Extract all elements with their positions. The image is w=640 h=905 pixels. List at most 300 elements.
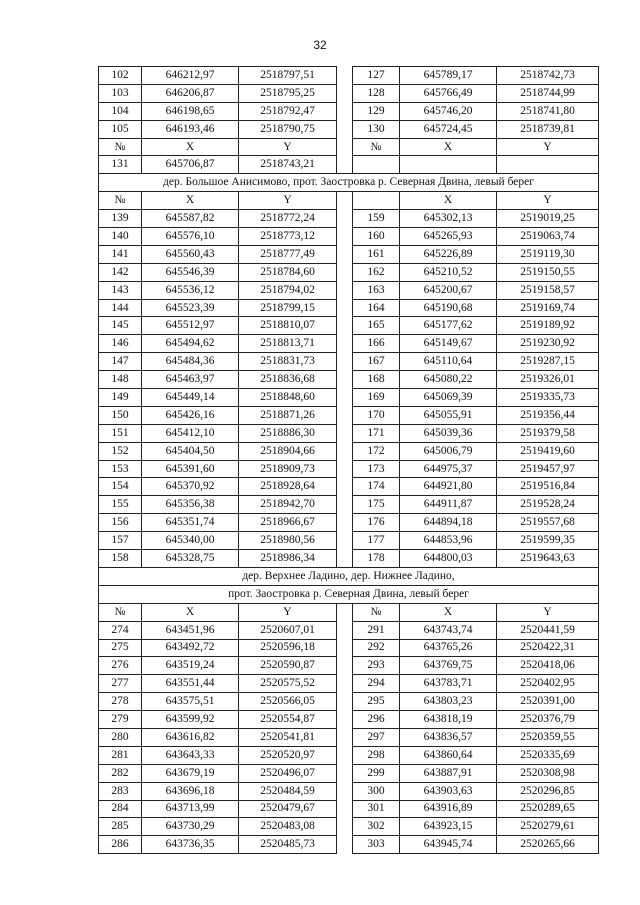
table-cell: 2518790,75 (239, 120, 337, 138)
table-cell: 2518794,02 (239, 281, 337, 299)
table-cell: 2518966,67 (239, 514, 337, 532)
table-cell: 129 (353, 102, 400, 120)
table-cell: Y (497, 192, 599, 210)
table-cell: 2520575,52 (239, 675, 337, 693)
section-title: прот. Заостровка р. Северная Двина, левый берег (99, 585, 599, 603)
table-cell: 645587,82 (142, 210, 239, 228)
column-gap (337, 836, 353, 854)
table-row (99, 782, 599, 800)
column-gap (337, 746, 353, 764)
table-cell: 645523,39 (142, 299, 239, 317)
table-cell: 2520289,65 (497, 800, 599, 818)
table-cell: 2520279,61 (497, 818, 599, 836)
table-cell: 284 (99, 800, 142, 818)
column-gap (337, 210, 353, 228)
table-cell: 2518904,66 (239, 442, 337, 460)
table-cell: 2519379,58 (497, 424, 599, 442)
table-cell: X (400, 138, 497, 156)
table-cell: X (400, 192, 497, 210)
table-cell: 2520483,08 (239, 818, 337, 836)
table-cell: 282 (99, 764, 142, 782)
table-cell: 105 (99, 120, 142, 138)
empty-cell (353, 156, 400, 174)
table-row (99, 156, 599, 174)
empty-cell (497, 156, 599, 174)
table-cell: 2520265,66 (497, 836, 599, 854)
table-cell: 2520566,05 (239, 693, 337, 711)
table-cell: 2520402,95 (497, 675, 599, 693)
table-cell: 274 (99, 621, 142, 639)
column-gap (337, 371, 353, 389)
section-title-row (99, 174, 599, 192)
table-cell: 103 (99, 84, 142, 102)
table-row (99, 532, 599, 550)
table-cell: 2520391,00 (497, 693, 599, 711)
table-cell: 2518942,70 (239, 496, 337, 514)
table-row (99, 353, 599, 371)
table-row (99, 245, 599, 263)
table-cell: 2518831,73 (239, 353, 337, 371)
table-row (99, 460, 599, 478)
table-cell: 172 (353, 442, 400, 460)
table-cell: 643916,89 (400, 800, 497, 818)
table-cell: 643860,64 (400, 746, 497, 764)
table-row (99, 389, 599, 407)
table-cell: 2519287,15 (497, 353, 599, 371)
column-gap (337, 782, 353, 800)
table-row (99, 442, 599, 460)
table-cell: 643696,18 (142, 782, 239, 800)
table-cell: 645190,68 (400, 299, 497, 317)
table-cell: 2520607,01 (239, 621, 337, 639)
table-row (99, 228, 599, 246)
table-cell: 156 (99, 514, 142, 532)
table-cell: 2519335,73 (497, 389, 599, 407)
table-cell: 2520335,69 (497, 746, 599, 764)
table-cell: 165 (353, 317, 400, 335)
table-cell: 645512,97 (142, 317, 239, 335)
table-cell: 645340,00 (142, 532, 239, 550)
table-cell: 643519,24 (142, 657, 239, 675)
table-cell: 2519528,24 (497, 496, 599, 514)
section-title-row (99, 585, 599, 603)
table-cell: 147 (99, 353, 142, 371)
table-cell: 645302,13 (400, 210, 497, 228)
table-cell: 128 (353, 84, 400, 102)
table-row (99, 621, 599, 639)
table-row (99, 550, 599, 568)
table-cell: 141 (99, 245, 142, 263)
table-cell: 645391,60 (142, 460, 239, 478)
table-cell: 130 (353, 120, 400, 138)
table-cell: 644975,37 (400, 460, 497, 478)
table-cell: 302 (353, 818, 400, 836)
header-row (99, 138, 599, 156)
column-gap (337, 621, 353, 639)
table-row (99, 84, 599, 102)
column-gap (337, 514, 353, 532)
table-cell: 2518871,26 (239, 406, 337, 424)
table-cell: 645463,97 (142, 371, 239, 389)
table-cell: 297 (353, 728, 400, 746)
table-cell: 644911,87 (400, 496, 497, 514)
column-gap (337, 693, 353, 711)
table-cell: 292 (353, 639, 400, 657)
column-gap (337, 675, 353, 693)
table-cell: 2518772,24 (239, 210, 337, 228)
table-cell: 293 (353, 657, 400, 675)
table-cell: 643451,96 (142, 621, 239, 639)
table-cell: 152 (99, 442, 142, 460)
table-cell: 643945,74 (400, 836, 497, 854)
table-cell: 2519169,74 (497, 299, 599, 317)
table-row (99, 764, 599, 782)
table-row (99, 711, 599, 729)
table-cell: 2519189,92 (497, 317, 599, 335)
column-gap (337, 67, 353, 85)
table-cell: № (353, 138, 400, 156)
coordinates-table (98, 66, 599, 854)
table-cell: 2518928,64 (239, 478, 337, 496)
table-cell: 645706,87 (142, 156, 239, 174)
table-row (99, 299, 599, 317)
table-cell: 173 (353, 460, 400, 478)
table-cell: 645404,50 (142, 442, 239, 460)
table-cell: 143 (99, 281, 142, 299)
table-cell: Y (239, 138, 337, 156)
table-cell: 645328,75 (142, 550, 239, 568)
table-cell: 645560,43 (142, 245, 239, 263)
table-cell: 645226,89 (400, 245, 497, 263)
table-cell: 2518777,49 (239, 245, 337, 263)
table-cell: 102 (99, 67, 142, 85)
table-cell: 645149,67 (400, 335, 497, 353)
table-row (99, 728, 599, 746)
column-gap (337, 138, 353, 156)
table-row (99, 67, 599, 85)
coordinates-table-body (99, 67, 599, 854)
table-cell: 643643,33 (142, 746, 239, 764)
table-cell: 2519326,01 (497, 371, 599, 389)
table-cell: 643769,75 (400, 657, 497, 675)
column-gap (337, 800, 353, 818)
table-cell: 146 (99, 335, 142, 353)
table-cell: 643783,71 (400, 675, 497, 693)
table-cell: 2520359,55 (497, 728, 599, 746)
table-cell: 285 (99, 818, 142, 836)
table-cell: 643836,57 (400, 728, 497, 746)
table-cell: 280 (99, 728, 142, 746)
table-row (99, 335, 599, 353)
table-cell: 2518773,12 (239, 228, 337, 246)
table-cell: 645724,45 (400, 120, 497, 138)
table-cell: 168 (353, 371, 400, 389)
table-cell: 645080,22 (400, 371, 497, 389)
column-gap (337, 299, 353, 317)
column-gap (337, 532, 353, 550)
table-cell: 643616,82 (142, 728, 239, 746)
table-row (99, 675, 599, 693)
table-cell: 176 (353, 514, 400, 532)
column-gap (337, 603, 353, 621)
table-cell: 2520485,73 (239, 836, 337, 854)
table-cell: 149 (99, 389, 142, 407)
table-row (99, 496, 599, 514)
section-title-row (99, 567, 599, 585)
table-cell: 2518784,60 (239, 263, 337, 281)
table-cell: 643803,23 (400, 693, 497, 711)
table-cell: 645039,36 (400, 424, 497, 442)
column-gap (337, 120, 353, 138)
table-cell: 2520596,18 (239, 639, 337, 657)
table-cell: 643599,92 (142, 711, 239, 729)
table-cell: 170 (353, 406, 400, 424)
table-row (99, 102, 599, 120)
table-cell: 2520484,59 (239, 782, 337, 800)
table-cell: 2519419,60 (497, 442, 599, 460)
table-cell: 644853,96 (400, 532, 497, 550)
column-gap (337, 353, 353, 371)
table-cell: 643730,29 (142, 818, 239, 836)
table-row (99, 514, 599, 532)
table-cell: 139 (99, 210, 142, 228)
column-gap (337, 389, 353, 407)
table-cell: Y (497, 603, 599, 621)
table-cell: 158 (99, 550, 142, 568)
table-cell: 645110,64 (400, 353, 497, 371)
table-cell: 169 (353, 389, 400, 407)
table-cell: 2519457,97 (497, 460, 599, 478)
table-cell: 645484,36 (142, 353, 239, 371)
table-cell: 2519356,44 (497, 406, 599, 424)
table-cell: 2520376,79 (497, 711, 599, 729)
table-cell: 645576,10 (142, 228, 239, 246)
table-cell: 2520554,87 (239, 711, 337, 729)
table-cell: 2518795,25 (239, 84, 337, 102)
table-cell: 275 (99, 639, 142, 657)
table-cell: 303 (353, 836, 400, 854)
table-cell: 2520541,81 (239, 728, 337, 746)
table-cell: 2520479,67 (239, 800, 337, 818)
column-gap (337, 317, 353, 335)
table-cell: 2518810,07 (239, 317, 337, 335)
table-row (99, 693, 599, 711)
table-cell: 164 (353, 299, 400, 317)
table-cell: 2520308,98 (497, 764, 599, 782)
table-cell: 645356,38 (142, 496, 239, 514)
column-gap (337, 245, 353, 263)
column-gap (337, 496, 353, 514)
table-cell: 291 (353, 621, 400, 639)
table-cell: 2520418,06 (497, 657, 599, 675)
table-cell: 2518886,30 (239, 424, 337, 442)
table-cell: 278 (99, 693, 142, 711)
column-gap (337, 764, 353, 782)
table-cell: 127 (353, 67, 400, 85)
table-cell: 145 (99, 317, 142, 335)
table-cell: 2518741,80 (497, 102, 599, 120)
table-cell: 279 (99, 711, 142, 729)
table-cell: № (99, 138, 142, 156)
table-cell: 645746,20 (400, 102, 497, 120)
table-cell: 643551,44 (142, 675, 239, 693)
table-cell: 286 (99, 836, 142, 854)
table-cell: 2519230,92 (497, 335, 599, 353)
table-cell: 2518836,68 (239, 371, 337, 389)
table-cell: 645210,52 (400, 263, 497, 281)
table-cell: 2519516,84 (497, 478, 599, 496)
table-cell: 2520296,85 (497, 782, 599, 800)
table-cell: 645370,92 (142, 478, 239, 496)
table-cell: 294 (353, 675, 400, 693)
section-title: дер. Большое Анисимово, прот. Заостровка р. Северная Двина, левый берег (99, 174, 599, 192)
table-cell: 645546,39 (142, 263, 239, 281)
table-cell: 646193,46 (142, 120, 239, 138)
table-cell: 150 (99, 406, 142, 424)
table-cell: 646212,97 (142, 67, 239, 85)
table-cell: 157 (99, 532, 142, 550)
table-cell: Y (239, 192, 337, 210)
table-cell: 167 (353, 353, 400, 371)
table-cell: 2518909,73 (239, 460, 337, 478)
table-cell: 2518799,15 (239, 299, 337, 317)
table-cell: 166 (353, 335, 400, 353)
header-row (99, 192, 599, 210)
table-cell: 645265,93 (400, 228, 497, 246)
table-cell: 2519599,35 (497, 532, 599, 550)
table-cell: 645177,62 (400, 317, 497, 335)
table-cell: 2518813,71 (239, 335, 337, 353)
table-cell: 2518744,99 (497, 84, 599, 102)
column-gap (337, 102, 353, 120)
table-cell: 643923,15 (400, 818, 497, 836)
table-row (99, 818, 599, 836)
table-cell: 2518797,51 (239, 67, 337, 85)
table-cell: 2518980,56 (239, 532, 337, 550)
column-gap (337, 84, 353, 102)
table-cell: 2519119,30 (497, 245, 599, 263)
table-cell: № (99, 603, 142, 621)
table-row (99, 836, 599, 854)
table-cell: 645200,67 (400, 281, 497, 299)
column-gap (337, 818, 353, 836)
table-cell: 142 (99, 263, 142, 281)
column-gap (337, 263, 353, 281)
table-cell: 643575,51 (142, 693, 239, 711)
table-cell: 2518743,21 (239, 156, 337, 174)
table-cell: 298 (353, 746, 400, 764)
table-cell: 161 (353, 245, 400, 263)
table-row (99, 120, 599, 138)
table-cell: 643765,26 (400, 639, 497, 657)
empty-cell (353, 192, 400, 210)
column-gap (337, 281, 353, 299)
section-title: дер. Верхнее Ладино, дер. Нижнее Ладино, (99, 567, 599, 585)
table-cell: 155 (99, 496, 142, 514)
table-cell: 177 (353, 532, 400, 550)
table-cell: 643713,99 (142, 800, 239, 818)
column-gap (337, 550, 353, 568)
header-row (99, 603, 599, 621)
table-cell: 2520496,07 (239, 764, 337, 782)
table-cell: 643903,63 (400, 782, 497, 800)
table-cell: 644921,80 (400, 478, 497, 496)
table-cell: X (142, 138, 239, 156)
table-cell: 2520520,97 (239, 746, 337, 764)
table-row (99, 281, 599, 299)
table-cell: 2518792,47 (239, 102, 337, 120)
table-cell: 643679,19 (142, 764, 239, 782)
table-cell: 281 (99, 746, 142, 764)
table-cell: 276 (99, 657, 142, 675)
table-cell: 645055,91 (400, 406, 497, 424)
column-gap (337, 728, 353, 746)
table-row (99, 800, 599, 818)
table-cell: 153 (99, 460, 142, 478)
table-cell: 2520422,31 (497, 639, 599, 657)
table-cell: 277 (99, 675, 142, 693)
table-row (99, 317, 599, 335)
table-row (99, 657, 599, 675)
table-cell: 645412,10 (142, 424, 239, 442)
table-cell: 174 (353, 478, 400, 496)
table-cell: 2518742,73 (497, 67, 599, 85)
table-cell: Y (497, 138, 599, 156)
table-cell: 645494,62 (142, 335, 239, 353)
table-cell: 644800,03 (400, 550, 497, 568)
table-cell: 2519158,57 (497, 281, 599, 299)
table-cell: 643492,72 (142, 639, 239, 657)
table-cell: 645536,12 (142, 281, 239, 299)
column-gap (337, 335, 353, 353)
table-cell: 151 (99, 424, 142, 442)
table-cell: 2519150,55 (497, 263, 599, 281)
table-cell: 645766,49 (400, 84, 497, 102)
column-gap (337, 442, 353, 460)
table-cell: 178 (353, 550, 400, 568)
table-cell: 644894,18 (400, 514, 497, 532)
column-gap (337, 406, 353, 424)
table-cell: № (99, 192, 142, 210)
table-cell: 300 (353, 782, 400, 800)
table-cell: 643743,74 (400, 621, 497, 639)
table-cell: 131 (99, 156, 142, 174)
table-row (99, 424, 599, 442)
table-cell: № (353, 603, 400, 621)
column-gap (337, 657, 353, 675)
table-cell: 175 (353, 496, 400, 514)
column-gap (337, 156, 353, 174)
table-row (99, 478, 599, 496)
table-cell: 301 (353, 800, 400, 818)
table-row (99, 263, 599, 281)
column-gap (337, 228, 353, 246)
table-cell: 645449,14 (142, 389, 239, 407)
table-cell: 295 (353, 693, 400, 711)
table-cell: 646206,87 (142, 84, 239, 102)
page-number: 32 (313, 38, 327, 52)
table-cell: 643736,35 (142, 836, 239, 854)
table-row (99, 746, 599, 764)
table-cell: 2520441,59 (497, 621, 599, 639)
table-row (99, 406, 599, 424)
empty-cell (400, 156, 497, 174)
table-cell: 645351,74 (142, 514, 239, 532)
table-cell: 2519643,63 (497, 550, 599, 568)
table-cell: 2520590,87 (239, 657, 337, 675)
table-cell: X (142, 603, 239, 621)
table-cell: 296 (353, 711, 400, 729)
